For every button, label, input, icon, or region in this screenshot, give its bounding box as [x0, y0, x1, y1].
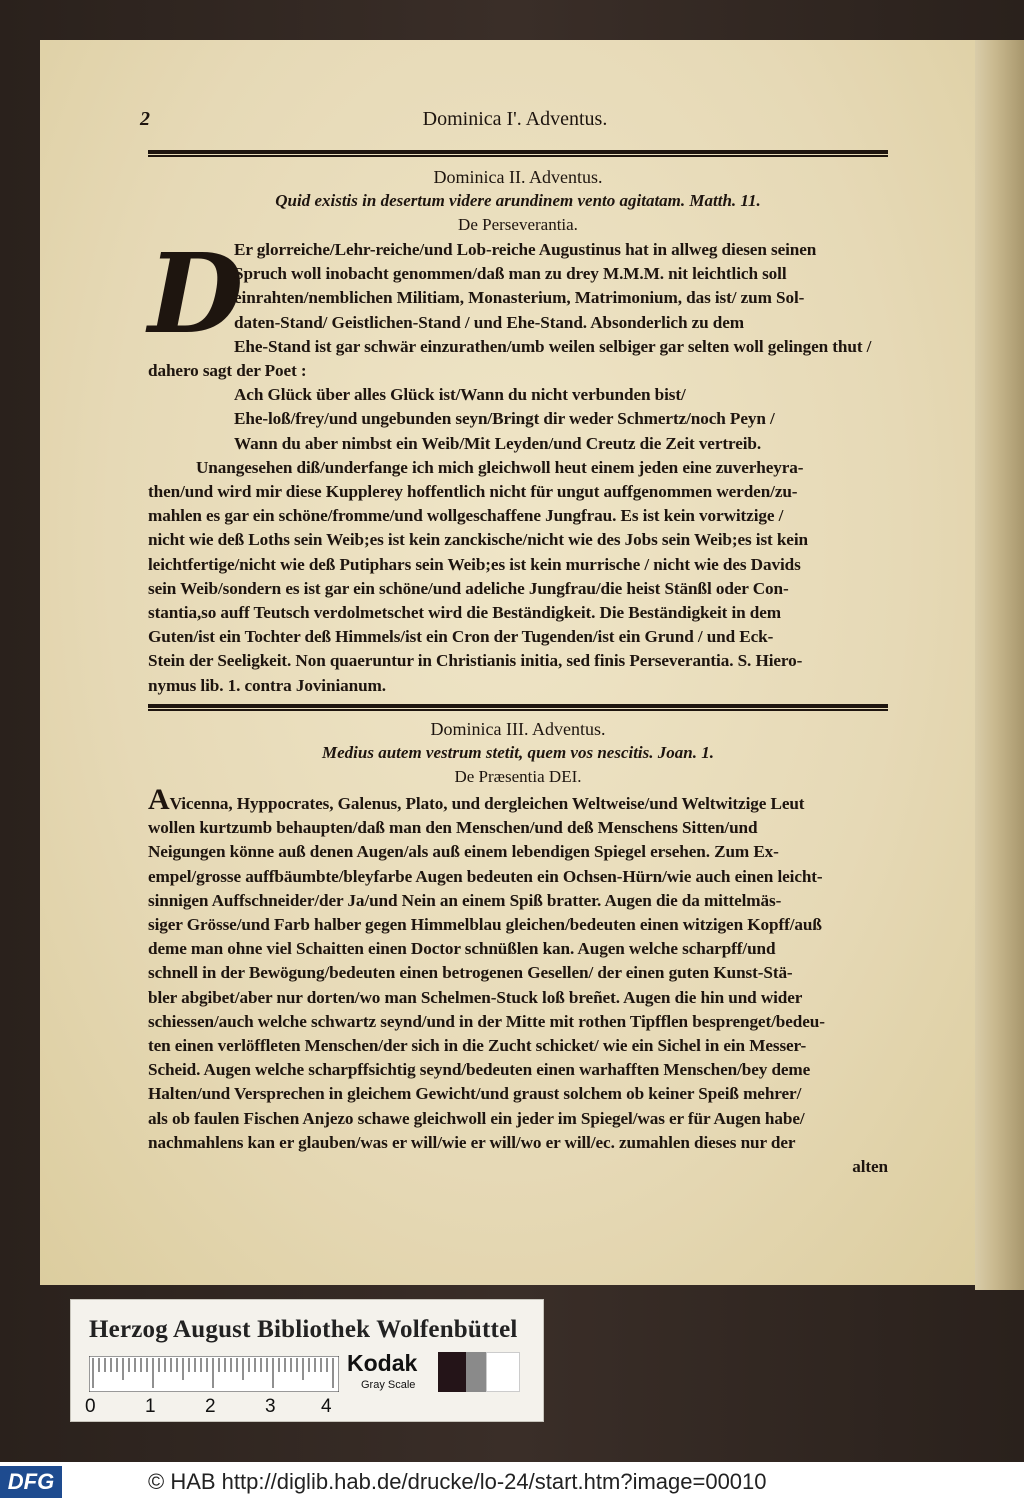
verse-line: Ehe-loß/frey/und ungebunden seyn/Bringt dir weder Schmertz/noch Peyn / [234, 409, 775, 429]
ornamental-rule [148, 150, 888, 157]
next-page-edge [975, 40, 1024, 1290]
page-number: 2 [140, 108, 150, 130]
library-color-target [70, 1299, 544, 1422]
page-header [140, 108, 890, 138]
text-line: Halten/und Versprechen in gleichem Gewicht/und graust solchem ob keiner Speiß mehrer/ [148, 1084, 802, 1104]
gray-scale-label: Gray Scale [361, 1379, 416, 1391]
text-line: siger Grösse/und Farb halber gegen Himmelblau gleichen/bedeuten einen witzigen Kopff/auß [148, 915, 822, 935]
library-name: Herzog August Bibliothek Wolfenbüttel [89, 1316, 518, 1343]
text-line: deme man ohne viel Schaitten einen Doctor schnüßlen kan. Augen welche scharpff/und [148, 939, 776, 959]
gray-swatches [438, 1352, 520, 1392]
text-line: nachmahlens kan er glauben/was er will/wie er will/wo er will/ec. zumahlen dieses nur der [148, 1132, 796, 1152]
book-page [40, 40, 975, 1285]
running-title: Dominica I'. Adventus. [422, 108, 608, 130]
text-line: nicht wie deß Loths sein Weib;es ist kein zanckische/nicht wie des Jobs sein Weib;es ist kein [148, 530, 808, 550]
catchword: alten [852, 1157, 888, 1177]
text-line: mahlen es gar ein schöne/fromme/und wollgeschaffene Jungfrau. Es ist kein vorwitzige / [148, 506, 784, 526]
section2-subheading: De Præsentia DEI. [454, 767, 582, 786]
footer-bar [0, 1462, 1024, 1503]
text-line: schnell in der Bewögung/bedeuten einen betrogenen Gesellen/ der einen guten Kunst-Stä- [148, 963, 793, 983]
text-line: Er glorreiche/Lehr-reiche/und Lob-reiche Augustinus hat in allweg diesen seinen [234, 240, 817, 259]
ruler-number: 2 [205, 1396, 216, 1417]
swatch-gray [466, 1352, 486, 1392]
section1-text [148, 229, 888, 698]
text-line: empel/grosse auffbäumbte/bleyfarbe Augen bedeuten ein Ochsen-Hürn/wie auch einen leicht- [148, 866, 823, 886]
ornamental-rule [148, 704, 888, 711]
section1-heading: Dominica II. Adventus. [433, 167, 603, 187]
dfg-logo: DFG [0, 1466, 62, 1498]
text-line: Scheid. Augen welche scharpffsichtig seynd/bedeuten einen warhafften Menschen/bey deme [148, 1060, 811, 1080]
text-line: Stein der Seeligkeit. Non quaeruntur in Christianis initia, sed finis Perseverantia. S. Hiero- [148, 651, 803, 671]
text-line: als ob faulen Fischen Anjezo schawe gleichwoll ein jeder im Spiegel/was er für Augen habe/ [148, 1108, 805, 1128]
kodak-logo: Kodak [347, 1350, 418, 1376]
text-line: ten einen verlöffleten Menschen/der sich in die Zucht schicket/ wie ein Sichel in ein Messer- [148, 1036, 807, 1056]
text-line: Ehe-Stand ist gar schwär einzurathen/umb weilen selbiger gar selten woll gelingen thut / [234, 336, 872, 356]
ruler-number: 0 [85, 1396, 96, 1417]
text-line: nymus lib. 1. contra Jovinianum. [148, 675, 386, 695]
text-line: Spruch woll inobacht genommen/daß man zu drey M.M.M. nit leichtlich soll [234, 264, 787, 284]
text-line: dahero sagt der Poet : [148, 361, 307, 381]
ruler-numbers [85, 1396, 395, 1418]
scale-ruler [89, 1356, 339, 1392]
text-line: sein Weib/sondern es ist gar ein schöne/und adeliche Jungfrau/die heist Stänßl oder Con- [148, 578, 789, 598]
swatch-white [486, 1352, 520, 1392]
verse-line: Wann du aber nimbst ein Weib/Mit Leyden/und Creutz die Zeit vertreib. [234, 433, 762, 453]
text-line: schiessen/auch welche schwartz seynd/und in der Mitte mit rothen Tipfflen besprenget/bedeu- [148, 1011, 825, 1031]
text-line: sinnigen Auffschneider/der Ja/und Nein an einem Spiß bratter. Augen die da mittelmäs- [148, 890, 782, 910]
ruler-number: 1 [145, 1396, 156, 1417]
text-line: daten-Stand/ Geistlichen-Stand / und Ehe-Stand. Absonderlich zu dem [234, 312, 744, 332]
drop-cap-initial: D [148, 229, 244, 358]
text-line: einrahten/nemblichen Militiam, Monasterium, Matrimonium, das ist/ zum Sol- [234, 288, 805, 308]
text-line-content: Vicenna, Hyppocrates, Galenus, Plato, und dergleichen Weltweise/und Weltwitzige Leut [169, 794, 805, 813]
text-line: Neigungen könne auß denen Augen/als auß einem lebendigen Spiegel ersehen. Zum Ex- [148, 842, 779, 862]
ruler-number: 4 [321, 1396, 332, 1417]
section2-text [148, 783, 888, 1179]
text-line: stantia,so auff Teutsch verdolmetschet wird die Beständigkeit. Die Beständigkeit in dem [148, 603, 781, 623]
section1-subheading: De Perseverantia. [458, 215, 578, 234]
ruler-number: 3 [265, 1396, 276, 1417]
text-line: Unangesehen diß/underfange ich mich gleichwoll heut einem jeden eine zuverheyra- [196, 457, 804, 477]
text-line: Guten/ist ein Tochter deß Himmels/ist ein Cron der Tugenden/ist ein Grund / und Eck- [148, 627, 774, 647]
text-line: then/und wird mir diese Kupplerey hoffentlich nicht für ungut auffgenommen werden/zu- [148, 482, 798, 502]
section2-heading: Dominica III. Adventus. [430, 719, 606, 739]
text-line: leichtfertige/nicht wie deß Putiphars sein Weib;es ist kein murrische / nicht wie des Davids [148, 554, 801, 574]
text-line: bler abgibet/aber nur dorten/wo man Schelmen-Stuck loß breñet. Augen die hin und wider [148, 987, 803, 1007]
verse-line: Ach Glück über alles Glück ist/Wann du nicht verbunden bist/ [234, 385, 686, 405]
swatch-black [438, 1352, 466, 1392]
text-line: wollen kurtzumb behaupten/daß man den Menschen/und deß Menschens Sitten/und [148, 818, 758, 838]
section1-scripture: Quid existis in desertum videre arundinem vento agitatam. Matth. 11. [275, 191, 761, 210]
text-line [148, 783, 888, 816]
copyright-link[interactable]: © HAB http://diglib.hab.de/drucke/lo-24/start.htm?image=00010 [148, 1469, 767, 1494]
section2-scripture: Medius autem vestrum stetit, quem vos nescitis. Joan. 1. [322, 743, 714, 762]
initial-letter: A [148, 783, 170, 816]
